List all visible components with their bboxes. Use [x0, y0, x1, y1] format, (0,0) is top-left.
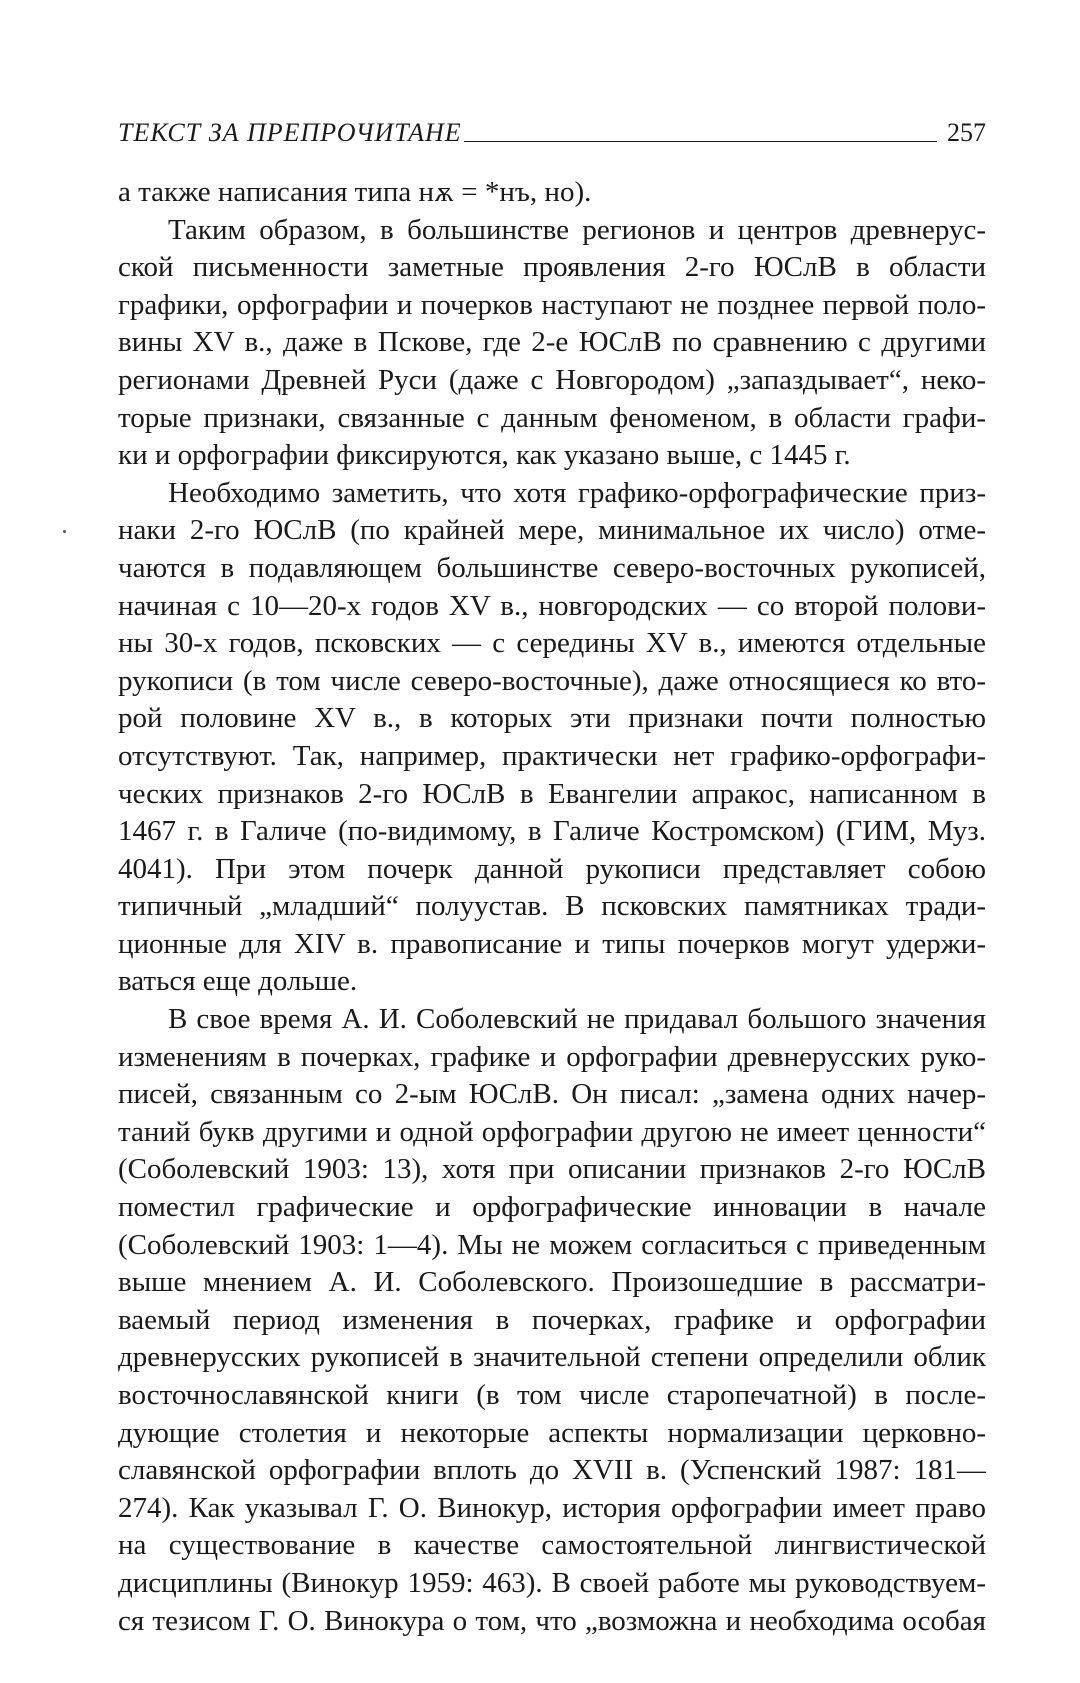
text-line: таний букв другими и одной орфографии другою не имеет ценности“ [118, 1115, 986, 1148]
text-line: В свое время А. И. Соболевский не придавал большого значения [168, 1003, 986, 1036]
text-line: графики, орфографии и почерков наступают не позднее первой поло- [118, 288, 986, 321]
text-line: торые признаки, связанные с данным феноменом, в области графи- [118, 401, 986, 434]
text-line: на существование в качестве самостоятельной лингвистической [118, 1529, 986, 1562]
text-line: Необходимо заметить, что хотя графико-орфографические приз- [168, 476, 986, 509]
text-line: писей, связанным со 2-ым ЮСлВ. Он писал: „замена одних начер- [118, 1078, 986, 1111]
text-line: (Соболевский 1903: 1—4). Мы не можем согласиться с приведенным [118, 1228, 986, 1261]
text-line: 4041). При этом почерк данной рукописи представляет собою [118, 852, 986, 885]
text-line: регионами Древней Руси (даже с Новгородом) „запаздывает“, неко- [118, 363, 986, 396]
text-line: 274). Как указывал Г. О. Винокур, история орфографии имеет право [118, 1491, 986, 1524]
text-line: изменениям в почерках, графике и орфографии древнерусских руко- [118, 1040, 986, 1073]
text-line: 1467 г. в Галиче (по-видимому, в Галиче Костромском) (ГИМ, Муз. [118, 815, 986, 848]
text-line: поместил графические и орфографические инновации в начале [118, 1191, 986, 1224]
page-number: 257 [947, 118, 986, 147]
header-rule [464, 141, 937, 142]
text-line: типичный „младший“ полуустав. В псковских памятниках тради- [118, 890, 986, 923]
text-line: наки 2-го ЮСлВ (по крайней мере, минимальное их число) отме- [118, 514, 986, 547]
text-line: древнерусских рукописей в значительной степени определили облик [118, 1341, 986, 1374]
text-line: дующие столетия и некоторые аспекты нормализации церковно- [118, 1416, 986, 1449]
text-line: рукописи (в том числе северо-восточные), даже относящиеся ко вто- [118, 664, 986, 697]
running-header [118, 108, 986, 148]
text-line: ваемый период изменения в почерках, графике и орфографии [118, 1303, 986, 1336]
text-line: вины XV в., даже в Пскове, где 2-е ЮСлВ по сравнению с другими [118, 326, 986, 359]
text-line: начиная с 10—20-х годов XV в., новгородских — со второй полови- [118, 589, 986, 622]
text-line: ваться еще дольше. [118, 965, 358, 998]
text-line: ся тезисом Г. О. Винокура о том, что „возможна и необходима особая [118, 1604, 986, 1637]
text-line: ской письменности заметные проявления 2-го ЮСлВ в области [118, 251, 986, 284]
body-text [118, 174, 986, 1640]
text-line: ческих признаков 2-го ЮСлВ в Евангелии апракос, написанном в [118, 777, 986, 810]
text-line: ки и орфографии фиксируются, как указано выше, с 1445 г. [118, 439, 851, 472]
text-line: а также написания типа нѫ = *нъ, но). [118, 176, 592, 208]
text-line: (Соболевский 1903: 13), хотя при описании признаков 2-го ЮСлВ [118, 1153, 986, 1186]
text-line: славянской орфографии вплоть до XVII в. (Успенский 1987: 181— [118, 1454, 986, 1487]
text-line: ны 30-х годов, псковских — с середины XV в., имеются отдельные [118, 627, 986, 660]
text-line: выше мнением А. И. Соболевского. Произошедшие в рассматри- [118, 1266, 986, 1299]
text-line: отсутствуют. Так, например, практически нет графико-орфографи- [118, 739, 986, 772]
text-line: дисциплины (Винокур 1959: 463). В своей работе мы руководствуем- [118, 1566, 986, 1599]
margin-speck [63, 530, 66, 533]
text-line: ционные для XIV в. правописание и типы почерков могут удержи- [118, 927, 986, 960]
text-line: восточнославянской книги (в том числе старопечатной) в после- [118, 1379, 986, 1411]
text-line: чаются в подавляющем большинстве северо-восточных рукописей, [118, 551, 986, 584]
text-line: рой половине XV в., в которых эти признаки почти полностью [118, 702, 986, 735]
running-header-title: ТЕКСТ ЗА ПРЕПРОЧИТАНЕ [118, 118, 462, 147]
text-line: Таким образом, в большинстве регионов и центров древнерус- [168, 213, 986, 246]
